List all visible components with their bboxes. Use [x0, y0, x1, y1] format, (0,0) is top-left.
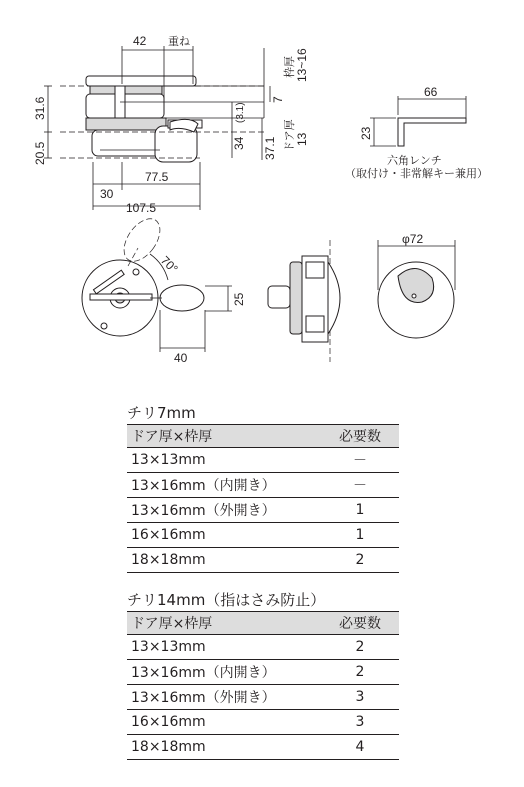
side-profile — [268, 240, 340, 362]
table2-header-row — [127, 612, 399, 635]
table-row — [127, 498, 399, 523]
qty-cell: － — [321, 448, 399, 473]
table2-header-qty: 必要数 — [321, 612, 399, 635]
table-row — [127, 523, 399, 548]
spec-cell: 18×18mm — [127, 548, 321, 573]
table1 — [127, 424, 399, 573]
spec-cell: 13×16mm（外開き） — [127, 498, 321, 523]
door-thickness-value: 13 — [295, 132, 309, 146]
dim-30: 30 — [100, 187, 114, 201]
spec-cell: 16×16mm — [127, 523, 321, 548]
dim-3-1: (3.1) — [235, 102, 246, 123]
qty-cell: 4 — [321, 735, 399, 760]
table-row — [127, 473, 399, 498]
front-view — [82, 212, 246, 365]
table-row — [127, 660, 399, 685]
spec-cell: 13×16mm（内開き） — [127, 473, 321, 498]
dim-20-5: 20.5 — [33, 141, 47, 165]
dim-77-5: 77.5 — [145, 170, 169, 184]
qty-cell: － — [321, 473, 399, 498]
table2-header-spec: ドア厚×枠厚 — [127, 612, 321, 635]
side-view — [33, 34, 309, 215]
technical-drawing — [0, 0, 524, 390]
dim-37-1: 37.1 — [263, 136, 277, 160]
table-row — [127, 710, 399, 735]
spec-cell: 13×13mm — [127, 635, 321, 660]
spec-cell: 16×16mm — [127, 710, 321, 735]
wrench-length: 66 — [424, 85, 438, 99]
qty-cell: 2 — [321, 635, 399, 660]
qty-cell: 2 — [321, 660, 399, 685]
table2 — [127, 611, 399, 760]
table-row — [127, 635, 399, 660]
dim-7: 7 — [271, 96, 285, 103]
knob-view — [378, 232, 455, 338]
qty-cell: 3 — [321, 685, 399, 710]
spec-cell: 13×13mm — [127, 448, 321, 473]
table-row — [127, 448, 399, 473]
lever-length: 40 — [174, 351, 188, 365]
door-thickness-label: ドア厚 — [283, 119, 296, 152]
table-row — [127, 685, 399, 710]
spec-cell: 18×18mm — [127, 735, 321, 760]
spec-cell: 13×16mm（内開き） — [127, 660, 321, 685]
table-row — [127, 548, 399, 573]
frame-thickness-label: 枠厚 — [283, 56, 296, 78]
dim-107-5: 107.5 — [126, 201, 157, 215]
table1-header-qty: 必要数 — [321, 425, 399, 448]
table1-header-spec: ドア厚×枠厚 — [127, 425, 321, 448]
lever-angle: 70° — [157, 253, 181, 277]
spec-cell: 13×16mm（外開き） — [127, 685, 321, 710]
wrench-note: （取付け・非常解キー兼用） — [345, 167, 488, 180]
lever-width: 25 — [232, 292, 246, 306]
overlap-label: 重ね — [168, 35, 190, 48]
dim-31-6: 31.6 — [33, 96, 47, 120]
dim-34: 34 — [232, 136, 246, 150]
table2-caption: チリ14mm（指はさみ防止） — [127, 591, 326, 609]
qty-cell: 2 — [321, 548, 399, 573]
wrench-name: 六角レンチ — [387, 154, 442, 167]
table1-header-row — [127, 425, 399, 448]
qty-cell: 1 — [321, 523, 399, 548]
wrench-height: 23 — [359, 126, 373, 140]
knob-diameter: φ72 — [402, 232, 424, 246]
qty-cell: 1 — [321, 498, 399, 523]
qty-cell: 3 — [321, 710, 399, 735]
frame-thickness-range: 13~16 — [295, 48, 309, 82]
table1-caption: チリ7mm — [127, 404, 196, 422]
hex-wrench — [345, 85, 488, 180]
table-row — [127, 735, 399, 760]
dim-42: 42 — [133, 34, 147, 48]
